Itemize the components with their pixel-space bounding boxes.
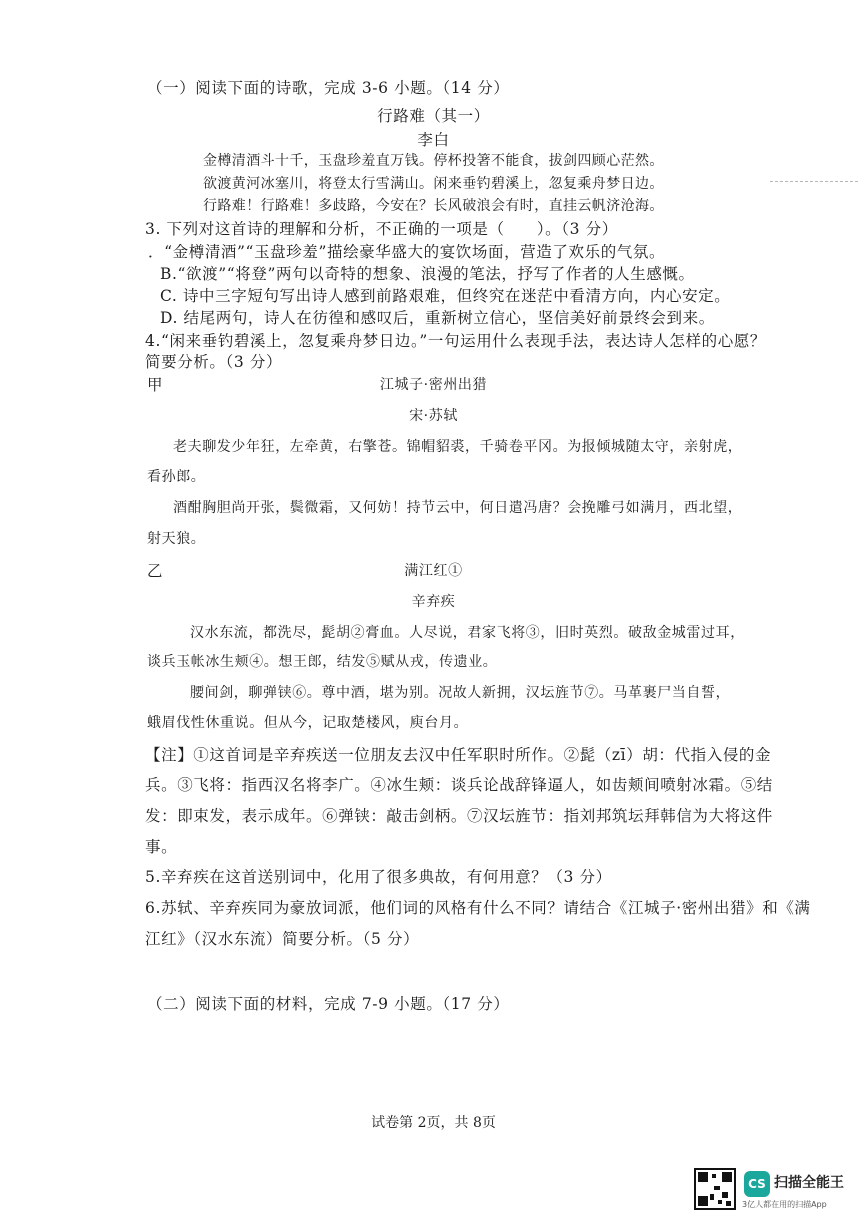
poem-line: 金樽清酒斗十千，玉盘珍羞直万钱。停杯投箸不能食，拔剑四顾心茫然。 — [203, 153, 664, 169]
poem-jia-line: 射天狼。 — [147, 531, 206, 547]
question-4-line: 简要分析。（3 分） — [145, 353, 283, 371]
question-5: 5.辛弃疾在这首送别词中，化用了很多典故，有何用意？（3 分） — [145, 868, 612, 886]
qr-code-icon — [694, 1168, 736, 1210]
poem-yi-mark: 乙 — [147, 562, 164, 580]
notes-line: 兵。③飞将：指西汉名将李广。④冰生颊：谈兵论战辞锋逼人，如齿颊间喷射冰霜。⑤结 — [145, 776, 773, 794]
section1-heading: （一）阅读下面的诗歌，完成 3-6 小题。（14 分） — [147, 79, 510, 97]
poem-yi-line: 蛾眉伐性休重说。但从今，记取楚楼风，庾台月。 — [147, 715, 469, 731]
scan-artifact-line — [770, 181, 858, 182]
notes-line: 【注】①这首词是辛弃疾送一位朋友去汉中任军职时所作。②髭（zī）胡：代指入侵的金 — [145, 746, 772, 764]
question-4-line: 4.“闲来垂钓碧溪上，忽复乘舟梦日边。”一句运用什么表现手法，表达诗人怎样的心愿？ — [145, 332, 766, 350]
poem-jia-mark: 甲 — [147, 376, 164, 394]
question-3-option-a: ．“金樽清酒”“玉盘珍羞”描绘豪华盛大的宴饮场面，营造了欢乐的气氛。 — [148, 243, 666, 261]
camscanner-app-name: 扫描全能王 — [774, 1175, 844, 1191]
question-3-option-d: D. 结尾两句，诗人在彷徨和感叹后，重新树立信心，坚信美好前景终会到来。 — [160, 309, 715, 327]
poem-line: 行路难！行路难！多歧路，今安在？长风破浪会有时，直挂云帆济沧海。 — [203, 198, 664, 214]
question-3-stem: 3. 下列对这首诗的理解和分析，不正确的一项是（ ）。（3 分） — [145, 220, 618, 238]
poem-jia-line: 看孙郎。 — [147, 469, 206, 485]
notes-line: 发：即束发，表示成年。⑥弹铗：敲击剑柄。⑦汉坛旌节：指刘邦筑坛拜韩信为大将这件 — [145, 807, 773, 825]
poem-yi-line: 汉水东流，都洗尽，髭胡②膏血。人尽说，君家飞将③，旧时英烈。破敌金城雷过耳， — [190, 625, 745, 641]
poem-yi-line: 谈兵玉帐冰生颊④。想王郎，结发⑤赋从戎，传遗业。 — [147, 654, 498, 670]
poem-line: 欲渡黄河冰塞川，将登太行雪满山。闲来垂钓碧溪上，忽复乘舟梦日边。 — [203, 176, 664, 192]
question-6-line: 江红》（汉水东流）简要分析。（5 分） — [145, 930, 420, 948]
poem-yi-title: 满江红① — [404, 563, 463, 579]
poem-author: 李白 — [417, 131, 450, 149]
poem-title: 行路难（其一） — [377, 107, 490, 125]
question-3-option-b: B.“欲渡”“将登”两句以奇特的想象、浪漫的笔法，抒写了作者的人生感慨。 — [160, 265, 695, 283]
question-3-option-c: C. 诗中三字短句写出诗人感到前路艰难，但终究在迷茫中看清方向，内心安定。 — [160, 287, 731, 305]
notes-line: 事。 — [145, 838, 178, 856]
page-number: 试卷第 2页，共 8页 — [371, 1115, 496, 1131]
poem-jia-author: 宋·苏轼 — [409, 408, 458, 424]
section2-heading: （二）阅读下面的材料，完成 7-9 小题。（17 分） — [147, 995, 510, 1013]
poem-jia-line: 酒酣胸胆尚开张，鬓微霜，又何妨！持节云中，何日遣冯唐？会挽雕弓如满月，西北望， — [173, 500, 743, 516]
camscanner-tagline: 3亿人都在用的扫描App — [742, 1200, 827, 1209]
poem-jia-line: 老夫聊发少年狂，左牵黄，右擎苍。锦帽貂裘，千骑卷平冈。为报倾城随太守，亲射虎， — [173, 439, 743, 455]
question-6-line: 6.苏轼、辛弃疾同为豪放词派，他们词的风格有什么不同？请结合《江城子·密州出猎》和《满 — [145, 899, 811, 917]
poem-yi-author: 辛弃疾 — [411, 594, 456, 610]
poem-yi-line: 腰间剑，聊弹铗⑥。尊中酒，堪为别。况故人新拥，汉坛旌节⑦。马革裹尸当自誓， — [190, 685, 731, 701]
poem-jia-title: 江城子·密州出猎 — [379, 377, 488, 393]
camscanner-logo: CS — [744, 1171, 770, 1197]
